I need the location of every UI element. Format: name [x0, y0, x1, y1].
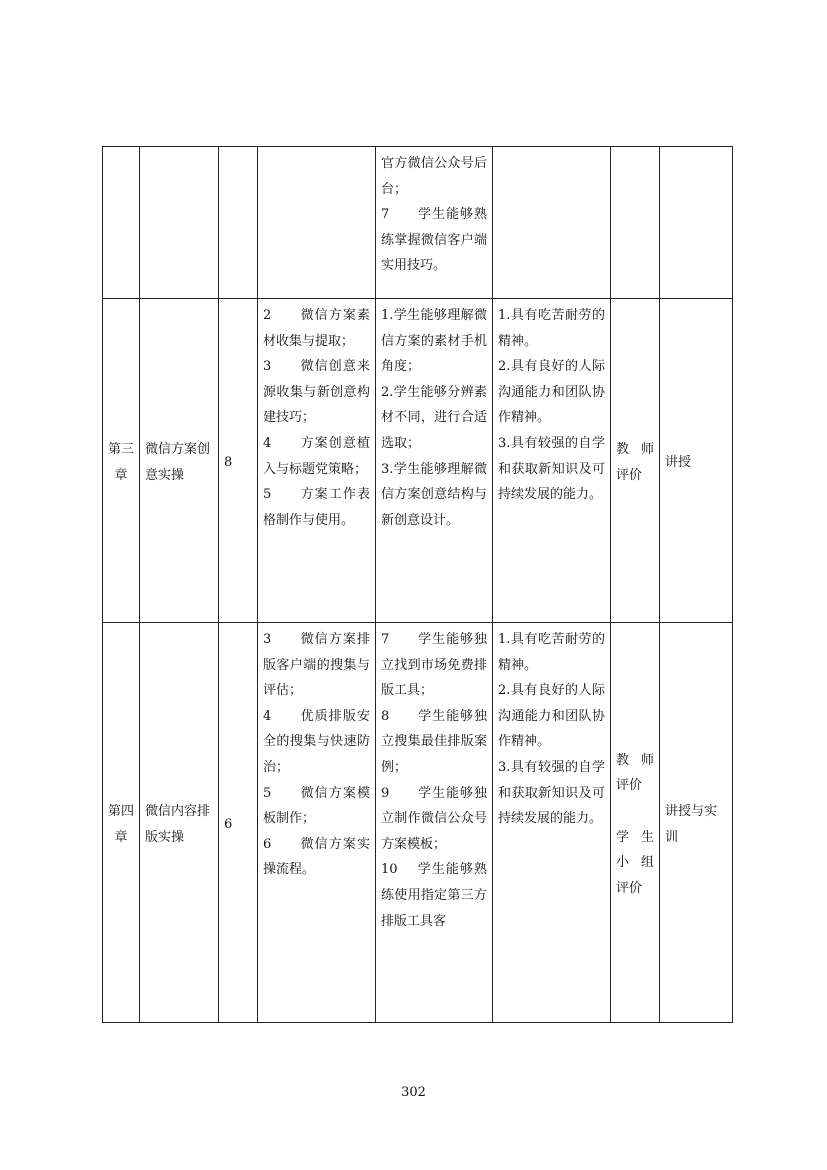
content-item: 5 方案工作表格制作与使用。 [263, 487, 370, 528]
chapter-cell: 第三章 [103, 299, 140, 623]
quality-item: 3.具有较强的自学和获取新知识及可持续发展的能力。 [498, 759, 605, 827]
table-body [103, 147, 733, 1023]
chapter-cell [103, 147, 140, 299]
quality-cell [493, 623, 611, 1023]
content-cell [258, 299, 376, 623]
method-cell: 讲授与实训 [660, 623, 733, 1023]
knowledge-item: 1.学生能够理解微信方案的素材手机角度； [381, 308, 487, 375]
knowledge-item: 9 学生能够独立制作微信公众号方案模板； [381, 785, 487, 852]
content-item: 4 方案创意植入与标题党策略； [263, 435, 370, 477]
content-item: 5 微信方案模板制作； [263, 785, 370, 827]
content-item: 6 微信方案实操流程。 [263, 836, 370, 878]
knowledge-item: 7 学生能够独立找到市场免费排版工具； [381, 632, 487, 699]
evaluation-item: 学生小组评价 [616, 829, 654, 896]
content-item: 4 优质排版安全的搜集与快速防治； [263, 708, 370, 775]
knowledge-item: 10 学生能够熟练使用指定第三方排版工具客 [381, 862, 487, 929]
table-row-chapter-4 [103, 623, 733, 1023]
knowledge-item: 7 学生能够熟练掌握微信客户端实用技巧。 [381, 207, 487, 274]
knowledge-cell [376, 147, 493, 299]
title-cell [140, 147, 219, 299]
evaluation-item: 教师评价 [616, 752, 654, 794]
content-cell [258, 623, 376, 1023]
hours-cell: 6 [219, 623, 258, 1023]
evaluation-cell [611, 147, 660, 299]
method-cell: 讲授 [660, 299, 733, 623]
title-cell: 微信内容排版实操 [140, 623, 219, 1023]
table-row-continued [103, 147, 733, 299]
knowledge-cell [376, 623, 493, 1023]
hours-cell [219, 147, 258, 299]
content-item: 3 微信方案排版客户端的搜集与评估； [263, 632, 370, 699]
content-item: 3 微信创意来源收集与新创意构建技巧； [263, 359, 370, 426]
quality-item: 1.具有吃苦耐劳的精神。 [498, 632, 605, 673]
chapter-cell: 第四章 [103, 623, 140, 1023]
knowledge-item: 官方微信公众号后台； [381, 156, 487, 197]
quality-cell [493, 147, 611, 299]
title-cell: 微信方案创意实操 [140, 299, 219, 623]
quality-item: 2.具有良好的人际沟通能力和团队协作精神。 [498, 683, 605, 750]
quality-cell [493, 299, 611, 623]
page-number: 302 [401, 1085, 426, 1100]
content-cell [258, 147, 376, 299]
knowledge-item: 2.学生能够分辨素材不同，进行合适选取； [381, 384, 487, 451]
evaluation-cell [611, 623, 660, 1023]
course-schedule-table [102, 146, 733, 1023]
knowledge-cell [376, 299, 493, 623]
evaluation-item: 教师评价 [616, 441, 654, 483]
evaluation-cell [611, 299, 660, 623]
quality-item: 2.具有良好的人际沟通能力和团队协作精神。 [498, 359, 605, 426]
quality-item: 1.具有吃苦耐劳的精神。 [498, 308, 605, 349]
method-cell [660, 147, 733, 299]
knowledge-item: 3.学生能够理解微信方案创意结构与新创意设计。 [381, 461, 487, 528]
quality-item: 3.具有较强的自学和获取新知识及可持续发展的能力。 [498, 435, 605, 503]
table-row-chapter-3 [103, 299, 733, 623]
content-item: 2 微信方案素材收集与提取； [263, 308, 370, 349]
knowledge-item: 8 学生能够独立搜集最佳排版案例； [381, 708, 487, 775]
hours-cell: 8 [219, 299, 258, 623]
